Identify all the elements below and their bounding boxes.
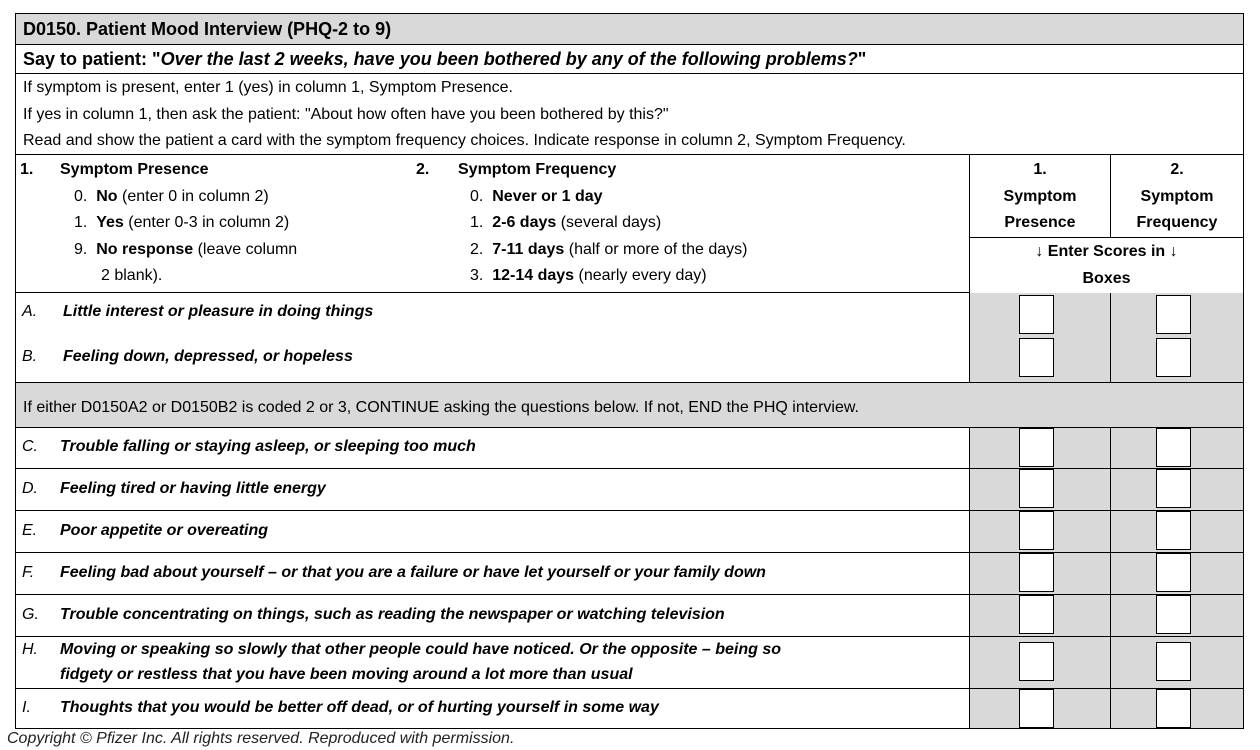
question-text: Feeling down, depressed, or hopeless [63,348,353,365]
d-presence-box[interactable] [1019,469,1054,508]
frequency-option: 1. 2-6 days (several days) [470,214,662,231]
frequency-option: 2. 7-11 days (half or more of the days) [470,240,748,258]
questions-ab [16,293,1243,383]
d-frequency-box[interactable] [1156,469,1191,508]
frequency-heading: Symptom Frequency [458,161,617,178]
i-frequency-box[interactable] [1156,689,1191,728]
e-frequency-box[interactable] [1156,511,1191,550]
section-title: D0150. Patient Mood Interview (PHQ-2 to 9) [16,14,1243,45]
h-presence-box[interactable] [1019,642,1054,681]
presence-option: 1. Yes (enter 0-3 in column 2) [74,214,290,231]
f-frequency-box[interactable] [1156,553,1191,592]
question-row [16,428,1243,469]
instructions [16,74,1243,155]
c-frequency-box[interactable] [1156,428,1191,467]
question-letter: H. [22,641,38,658]
question-text: Little interest or pleasure in doing things [63,303,374,320]
continue-condition: If either D0150A2 or D0150B2 is coded 2 or 3, CONTINUE asking the questions below. If not, END the PHQ interview. [16,383,1243,428]
question-row [16,595,1243,637]
question-letter: C. [22,438,38,455]
instruction-line: If symptom is present, enter 1 (yes) in column 1, Symptom Presence. [23,79,513,96]
f-presence-box[interactable] [1019,553,1054,592]
copyright-notice: Copyright © Pfizer Inc. All rights reserved. Reproduced with permission. [7,730,515,747]
question-row [16,511,1243,553]
question-text-continued: fidgety or restless that you have been moving around a lot more than usual [60,666,633,683]
presence-continuation: 2 blank). [101,267,163,284]
phq-form [15,13,1244,729]
question-row [16,469,1243,511]
question-text: Trouble concentrating on things, such as reading the newspaper or watching television [60,606,725,623]
question-row [16,637,1243,689]
c-presence-box[interactable] [1019,428,1054,467]
column-1-header: 1. Symptom Presence [1003,161,1077,231]
column-2-header: 2. Symptom Frequency [1136,161,1218,231]
g-frequency-box[interactable] [1156,595,1191,634]
b-frequency-box[interactable] [1156,338,1191,377]
question-letter: B. [22,348,38,365]
question-row [16,553,1243,595]
h-frequency-box[interactable] [1156,642,1191,681]
question-letter: G. [22,606,39,623]
instruction-line: Read and show the patient a card with the symptom frequency choices. Indicate response in column 2, Symptom Frequency. [23,132,906,149]
say-question: Over the last 2 weeks, have you been bothered by any of the following problems? [160,49,858,69]
frequency-option: 0. Never or 1 day [470,187,603,205]
frequency-option: 3. 12-14 days (nearly every day) [470,267,707,284]
question-letter: D. [22,480,38,497]
score-cells [969,293,1243,382]
i-presence-box[interactable] [1019,689,1054,728]
presence-option: 9. No response (leave column [74,240,298,258]
question-letter: I. [22,699,31,716]
question-text: Thoughts that you would be better off dead, or of hurting yourself in some way [60,699,659,716]
a-frequency-box[interactable] [1156,295,1191,334]
presence-heading: Symptom Presence [60,161,209,178]
response-key [16,155,1243,293]
question-letter: A. [22,303,38,320]
question-text: Trouble falling or staying asleep, or sleeping too much [60,438,476,455]
frequency-num: 2. [416,161,430,178]
b-presence-box[interactable] [1019,338,1054,377]
say-to-patient: Say to patient: "Over the last 2 weeks, have you been bothered by any of the following problems?" [16,45,1243,74]
instruction-line: If yes in column 1, then ask the patient: "About how often have you been bothered by this?" [23,105,669,123]
question-text: Moving or speaking so slowly that other people could have noticed. Or the opposite – being so [60,641,781,658]
question-row [16,689,1243,729]
e-presence-box[interactable] [1019,511,1054,550]
enter-scores-note: ↓ Enter Scores in ↓ Boxes [970,238,1243,293]
a-presence-box[interactable] [1019,295,1054,334]
question-letter: E. [22,522,38,539]
score-column-header [969,155,1243,292]
presence-num: 1. [20,161,34,178]
g-presence-box[interactable] [1019,595,1054,634]
question-text: Feeling tired or having little energy [60,480,326,497]
question-text: Poor appetite or overeating [60,522,269,539]
presence-option: 0. No (enter 0 in column 2) [74,187,269,205]
question-text: Feeling bad about yourself – or that you are a failure or have let yourself or your family down [60,564,766,581]
question-letter: F. [22,564,35,581]
